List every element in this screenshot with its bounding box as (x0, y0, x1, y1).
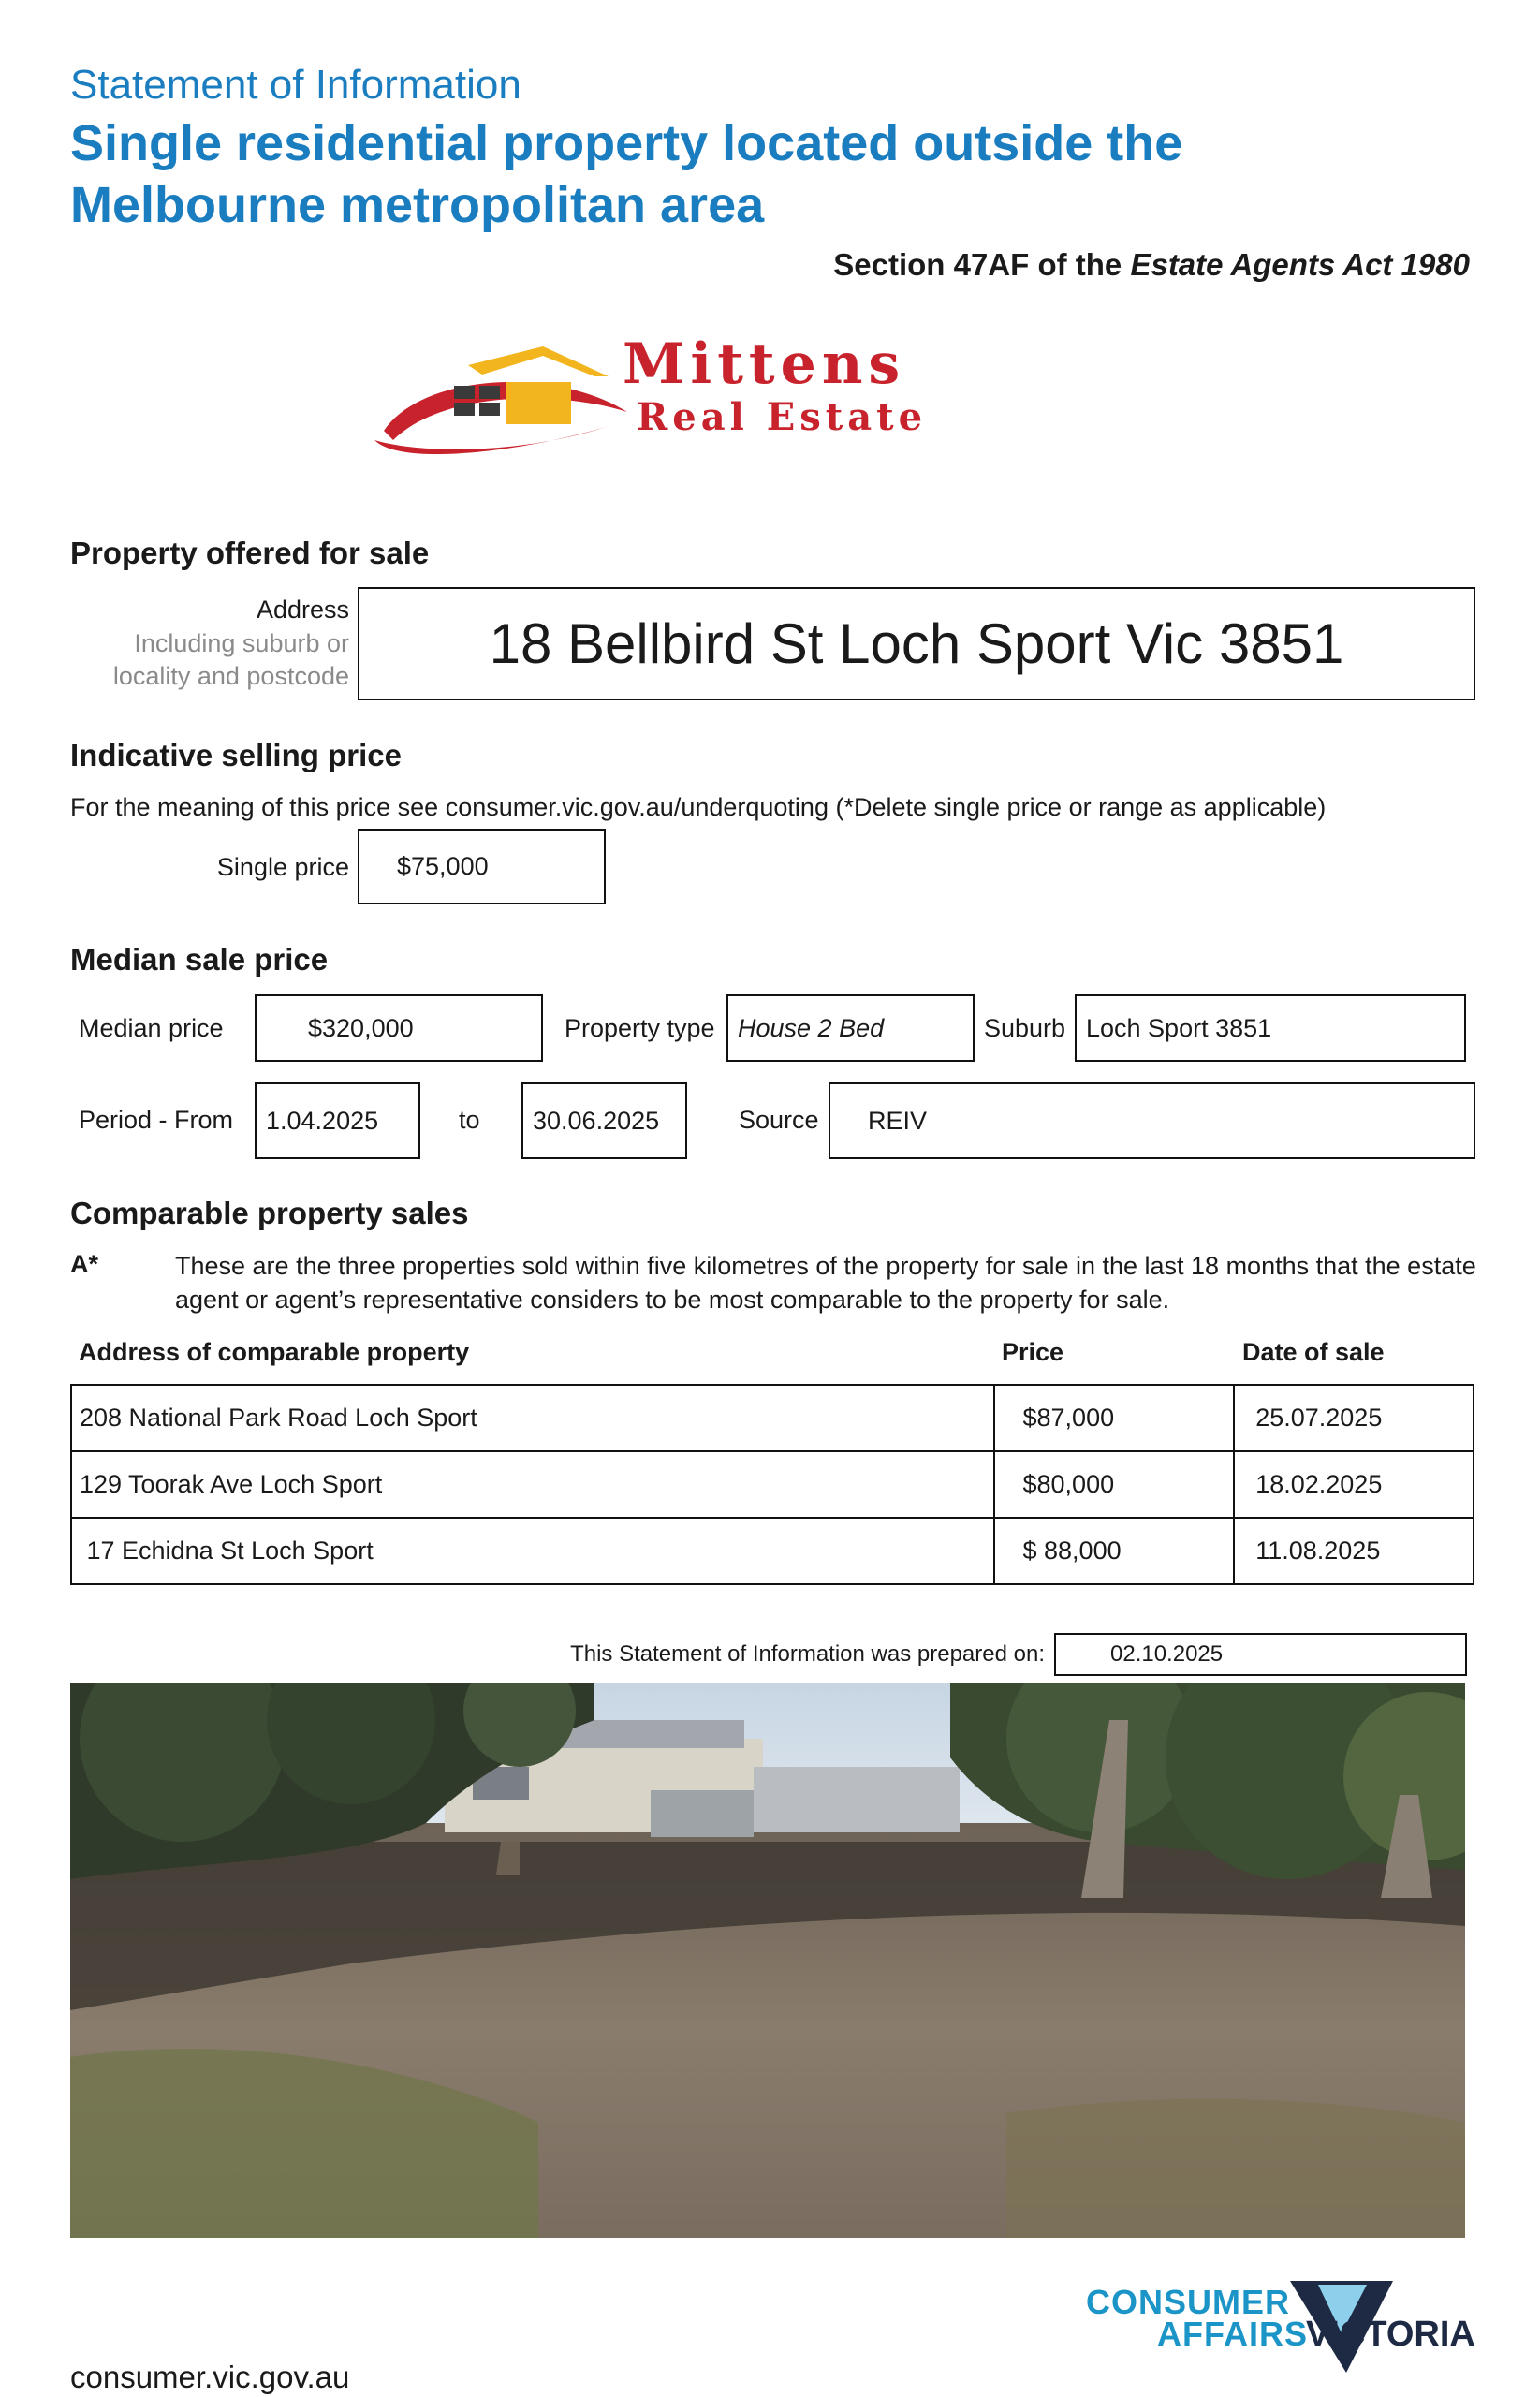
cav-victoria: VICTORIA (1306, 2315, 1475, 2354)
address-hint-1: Including suburb or (134, 629, 349, 657)
comp-address: 208 National Park Road Loch Sport (71, 1385, 994, 1451)
comp-address: 129 Toorak Ave Loch Sport (71, 1451, 994, 1518)
source-label: Source (739, 1106, 819, 1134)
table-row (71, 1385, 1474, 1451)
suburb-value: Loch Sport 3851 (1086, 1013, 1272, 1042)
median-price-label: Median price (79, 1014, 224, 1042)
suburb-label: Suburb (984, 1014, 1066, 1042)
median-price-field (255, 994, 543, 1062)
table-row (71, 1518, 1474, 1584)
prepared-label: This Statement of Information was prepared on: (570, 1641, 1045, 1667)
median-price-value: $320,000 (308, 1013, 414, 1042)
cav-consumer: CONSUMER (1086, 2283, 1291, 2321)
address-hint-2: locality and postcode (112, 662, 349, 690)
comparable-marker: A* (70, 1250, 99, 1278)
indicative-note: For the meaning of this price see consumer.vic.gov.au/underquoting (*Delete single price or range as applicable) (70, 793, 1327, 821)
median-heading: Median sale price (70, 942, 329, 977)
comparable-heading: Comparable property sales (70, 1196, 469, 1230)
col-price-header: Price (1002, 1338, 1064, 1366)
prepared-date-field (1054, 1633, 1467, 1676)
cav-affairs: AFFAIRS (1157, 2315, 1309, 2353)
comp-address: 17 Echidna St Loch Sport (71, 1518, 994, 1584)
agency-logo (365, 331, 1067, 459)
single-price-value: $75,000 (397, 852, 489, 880)
period-to-label: to (459, 1106, 480, 1134)
property-type-value: House 2 Bed (738, 1013, 885, 1042)
comparable-description: These are the three properties sold within five kilometres of the property for sale in the last 18 months that the estate agent or agent’s representative considers to be most comparable to the property for sale. (175, 1252, 1476, 1314)
col-date-header: Date of sale (1242, 1338, 1385, 1366)
section-reference: Section 47AF of the Estate Agents Act 1980 (833, 247, 1470, 282)
source-field (829, 1082, 1475, 1159)
table-row (71, 1451, 1474, 1518)
single-price-field (358, 829, 606, 904)
property-heading: Property offered for sale (70, 536, 430, 570)
property-photo (70, 1683, 1465, 2238)
cav-logo (1086, 2275, 1479, 2378)
address-field (358, 587, 1475, 700)
comp-date: 18.02.2025 (1234, 1451, 1474, 1518)
comp-date: 11.08.2025 (1234, 1518, 1474, 1584)
property-type-label: Property type (565, 1014, 715, 1042)
suburb-field (1075, 994, 1466, 1062)
property-type-field (726, 994, 975, 1062)
address-label: Address (256, 596, 349, 624)
indicative-heading: Indicative selling price (70, 738, 402, 772)
period-from-value: 1.04.2025 (266, 1106, 379, 1135)
col-address-header: Address of comparable property (79, 1338, 470, 1366)
logo-name: Mittens (623, 331, 906, 397)
source-value: REIV (868, 1106, 928, 1135)
footer-url: consumer.vic.gov.au (70, 2360, 350, 2394)
comp-price: $80,000 (994, 1451, 1235, 1518)
period-from-field (255, 1082, 420, 1159)
comparable-table (70, 1384, 1474, 1585)
single-price-label: Single price (216, 853, 349, 881)
period-from-label: Period - From (79, 1106, 234, 1134)
period-to-value: 30.06.2025 (533, 1106, 660, 1135)
document-kicker: Statement of Information (70, 62, 521, 108)
prepared-date: 02.10.2025 (1110, 1641, 1224, 1667)
comp-price: $87,000 (994, 1385, 1235, 1451)
act-name: Estate Agents Act 1980 (1130, 247, 1470, 282)
logo-subtitle: Real Estate (637, 395, 928, 439)
comp-price: $ 88,000 (994, 1518, 1235, 1584)
property-address: 18 Bellbird St Loch Sport Vic 3851 (489, 612, 1344, 675)
period-to-field (521, 1082, 687, 1159)
document-title: Single residential property located outside the Melbourne metropolitan area (70, 115, 1183, 233)
comp-date: 25.07.2025 (1234, 1385, 1474, 1451)
